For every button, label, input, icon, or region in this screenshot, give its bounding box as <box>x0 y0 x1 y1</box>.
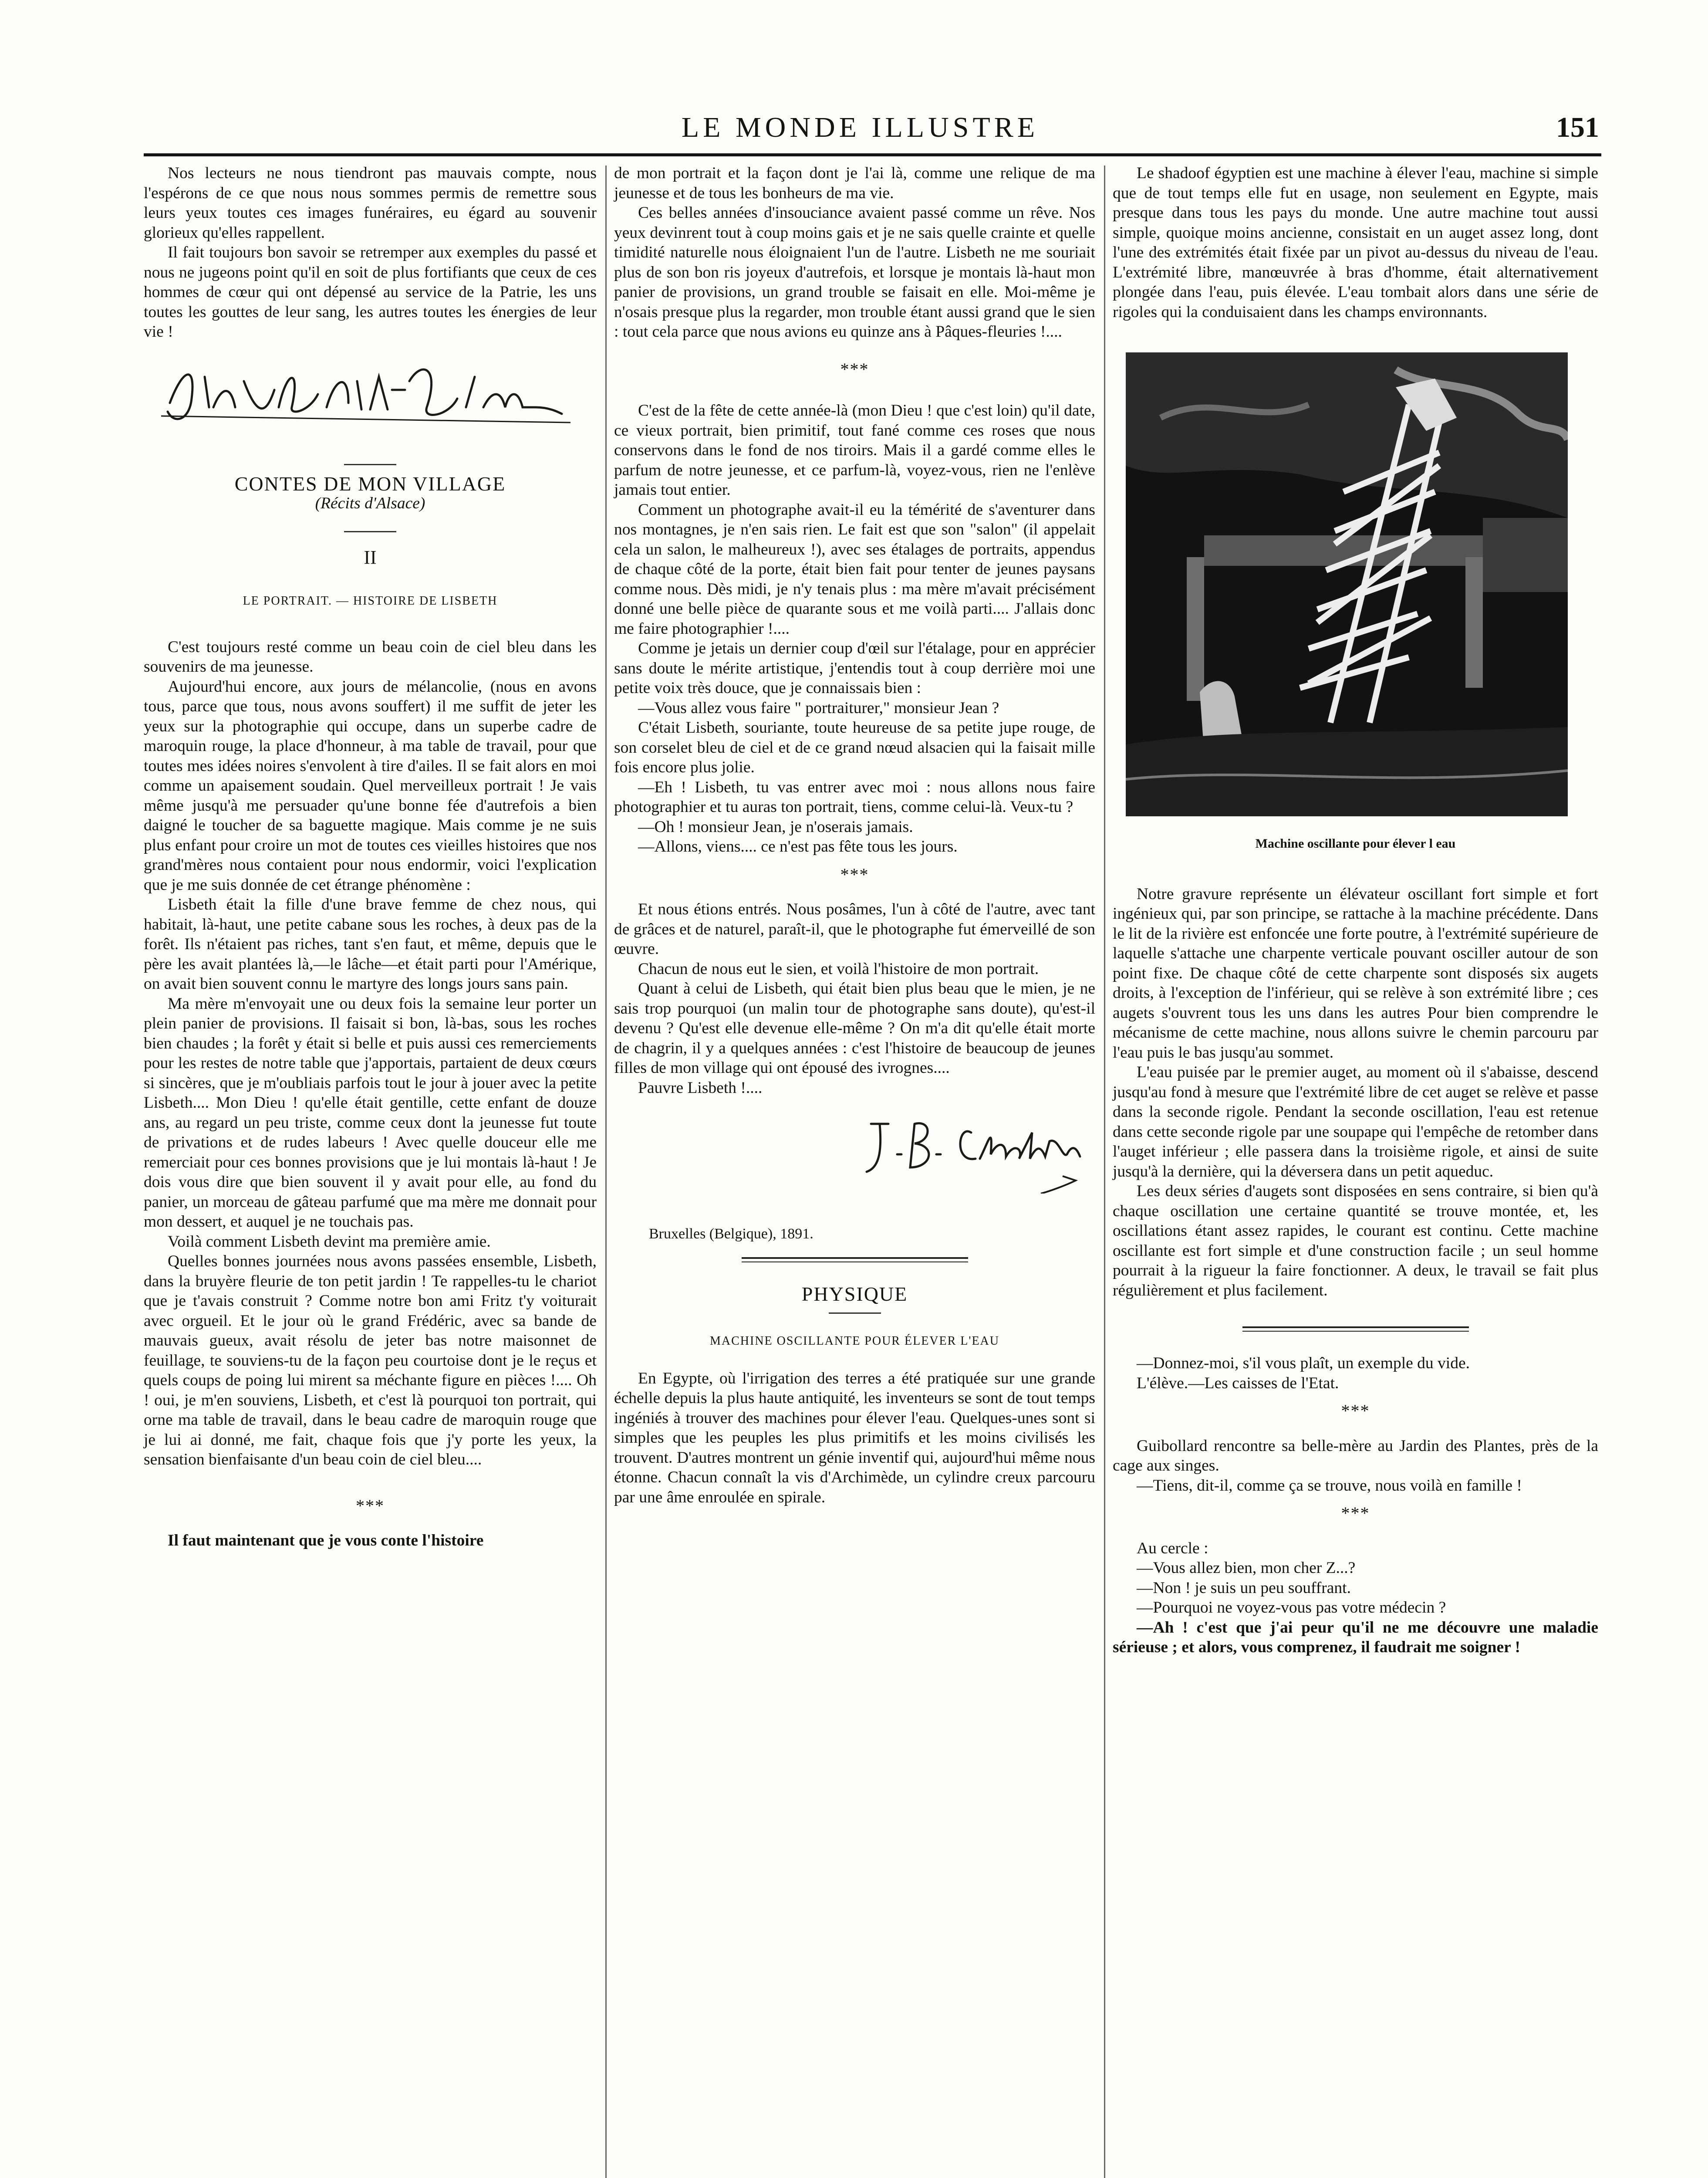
intro-paragraph: Il fait toujours bon savoir se retremper aux exemples du passé et nous ne jugeons point qu'il en soit de plus fortifiants que ceux de ces hommes de cœur qui ont dépensé au service de la Patrie, les uns toutes les gouttes de leur sang, les autres toutes les énergies de leur vie ! <box>144 244 597 341</box>
location-date: Bruxelles (Belgique), 1891. <box>649 1226 813 1242</box>
chapter-subhead: LE PORTRAIT. — HISTOIRE DE LISBETH <box>243 594 498 608</box>
section-stars: *** <box>840 864 869 884</box>
anecdote-paragraph: Au cercle : <box>1137 1539 1208 1557</box>
article-paragraph: En Egypte, où l'irrigation des terres a été pratiquée sur une grande échelle depuis la plus haute antiquité, les inventeurs se sont de tout temps ingéniés à trouver des machines pour élever l'eau. Quelques-unes sont si simples que les peuples les plus primitifs et les moins civilisés les trouvent. D'autres montrent un génie inventif qui, aujourd'hui même nous étonne. Chacun connaît la vis d'Archimède, un cylindre creux parcouru par une âme enroulée en spirale. <box>614 1369 1095 1506</box>
story-paragraph: Chacun de nous eut le sien, et voilà l'histoire de mon portrait. <box>638 960 1039 978</box>
header-rule <box>144 153 1601 156</box>
story-paragraph: Comment un photographe avait-il eu la témérité de s'aventurer dans nos montagnes, je n'en sais rien. Le fait est que son "salon" (il appelait cela un salon, le malheureux !), avec ses étalages de portraits, appendus de chaque côté de la porte, était bien fait pour tenter de jeunes paysans comme nous. Dès midi, je n'y tenais plus : ma mère m'avait précisément donné une belle pièce de quarante sous et me voilà parti.... J'allais donc me faire photographier !.... <box>614 501 1095 638</box>
story-paragraph: —Vous allez vous faire " portraiturer," monsieur Jean ? <box>638 699 999 717</box>
anecdote-paragraph: —Donnez-moi, s'il vous plaît, un exemple du vide. <box>1137 1354 1470 1372</box>
story-paragraph: Pauvre Lisbeth !.... <box>638 1079 763 1097</box>
story-paragraph: —Allons, viens.... ce n'est pas fête tous les jours. <box>638 838 958 856</box>
signature-saint-elme <box>144 351 597 438</box>
story-paragraph: C'était Lisbeth, souriante, toute heureuse de sa petite jupe rouge, de son corselet bleu de ciel et de ce grand nœud alsacien qui la faisait mille fois encore plus jolie. <box>614 719 1095 776</box>
anecdote-paragraph: —Vous allez bien, mon cher Z...? <box>1137 1559 1356 1577</box>
article-paragraph: Le shadoof égyptien est une machine à élever l'eau, machine si simple que de tout temps elle fut en usage, non seulement en Egypte, mais presque dans tous les pays du monde. Une autre machine tout aussi simple, quoique moins ancienne, consistait en un auget assez long, dont l'une des extrémités était fixée par un pivot au-dessus du niveau de l'eau. L'extrémité libre, manœuvrée à bras d'homme, était alternativement plongée dans l'eau, puis élevée. L'eau tombait alors dans une série de rigoles qui la conduisaient dans les champs environnants. <box>1113 164 1598 321</box>
signature-image <box>144 351 570 438</box>
story-paragraph: —Oh ! monsieur Jean, je n'oserais jamais. <box>638 818 913 836</box>
story-paragraph: —Eh ! Lisbeth, tu vas entrer avec moi : nous allons nous faire photographier et tu auras ton portrait, tiens, comme celui-là. Veux-tu ? <box>614 778 1095 816</box>
story-paragraph: Ces belles années d'insouciance avaient passé comme un rêve. Nos yeux devinrent tout à coup moins gais et je ne sais quelle crainte et quelle timidité naturelle nous éloignaient l'un de l'autre. Lisbeth ne me souriait plus de son bon ris joyeux d'autrefois, et lorsque je montais là-haut mon panier de provisions, un grand trouble se faisait en elle. Moi-même je n'osais presque plus la regarder, mon trouble étant aussi grand que le sien : tout cela parce que nous avions eu quinze ans à Pâques-fleuries !.... <box>614 204 1095 341</box>
anecdote-paragraph: Guibollard rencontre sa belle-mère au Jardin des Plantes, près de la cage aux singes. <box>1113 1437 1598 1475</box>
anecdote-paragraph: —Tiens, dit-il, comme ça se trouve, nous voilà en famille ! <box>1137 1476 1522 1495</box>
anecdote-paragraph: L'élève.—Les caisses de l'Etat. <box>1137 1374 1339 1392</box>
page-number: 151 <box>1556 112 1599 143</box>
section-stars: *** <box>1341 1401 1370 1420</box>
article-paragraph: Les deux séries d'augets sont disposées en sens contraire, si bien qu'à chaque oscillation une certaine quantité se trouve montée, et, les oscillations étant assez rapides, le courant est continu. Cette machine oscillante est fort simple et d'une construction facile ; un seul homme pourrait à la rigueur la faire fonctionner. A deux, le travail se fait plus régulièrement et plus facilement. <box>1113 1182 1598 1299</box>
section-stars: *** <box>1341 1503 1370 1523</box>
engraving-illustration <box>1126 352 1568 816</box>
signature-chatrian <box>614 1106 1095 1194</box>
section-rule <box>344 531 396 532</box>
column-3 <box>1113 163 1598 1657</box>
section-stars: *** <box>356 1495 385 1515</box>
story-paragraph: Comme je jetais un dernier coup d'œil sur l'étalage, pour en apprécier sans doute le mérite artistique, j'entendis tout à coup derrière moi une petite voix très douce, que je connaissais bien : <box>614 639 1095 697</box>
section-stars: *** <box>840 359 869 379</box>
story-paragraph: Quant à celui de Lisbeth, qui était bien plus beau que le mien, je ne sais trop pourquoi (un malin tour de photographe sans doute), qu'est-il devenu ? Qu'est elle devenue elle-même ? On m'a dit qu'elle était morte de chagrin, il y a quelques années : c'est l'histoire de beaucoup de jeunes filles de mon village qui ont épousé des ivrognes.... <box>614 980 1095 1077</box>
figure-caption: Machine oscillante pour élever l eau <box>1255 836 1456 851</box>
chapter-number: II <box>364 546 377 568</box>
oscillating-machine-engraving <box>1126 352 1568 816</box>
story-paragraph: de mon portrait et la façon dont je l'ai là, comme une relique de ma jeunesse et de tous les bonheurs de ma vie. <box>614 164 1095 202</box>
story-paragraph: Aujourd'hui encore, aux jours de mélancolie, (nous en avons tous, parce que tous, nous avons souffert) il me suffit de jeter les yeux sur la photographie qui occupe, dans un superbe cadre de maroquin rouge, la place d'honneur, à ma table de travail, pour que toutes mes idées noires s'envolent à tire d'ailes. Il se fait alors en moi comme un apaisement soudain. Quel merveilleux portrait ! Je vais même jusqu'à me persuader qu'une bonne fée d'autrefois a bien daigné le toucher de sa baguette magique. Mais comme je ne suis plus enfant pour croire un mot de toutes ces vieilles histoires que nos grand'mères nous contaient pour nous endormir, voici l'explication que je me suis donnée de cet étrange phénomène : <box>144 677 597 894</box>
section-rule <box>344 464 396 465</box>
story-paragraph: Quelles bonnes journées nous avons passées ensemble, Lisbeth, dans la bruyère fleurie de ton petit jardin ! Te rappelles-tu le chariot que je t'avais construit ? Comme notre bon ami Fritz t'y voiturait avec orgueil. Et le jour où le grand Frédéric, avec sa bande de mauvais gueux, avait résolu de jeter bas notre maisonnet de feuillage, te souviens-tu de la façon peu courtoise dont je le reçus et quels coups de poing lui mirent sa méchante figure en pièces !.... Oh ! oui, je m'en souviens, Lisbeth, et c'est là pourquoi ton portrait, qui orne ma table de travail, dans le beau cadre de maroquin rouge que je lui ai donné, me fait, chaque fois que j'y porte les yeux, la sensation bienfaisante d'un beau coin de ciel bleu.... <box>144 1252 597 1468</box>
physique-title: PHYSIQUE <box>801 1282 908 1305</box>
physique-subhead: MACHINE OSCILLANTE POUR ÉLEVER L'EAU <box>709 1334 999 1348</box>
section-rule <box>829 1312 881 1314</box>
story-paragraph: C'est de la fête de cette année-là (mon Dieu ! que c'est loin) qu'il date, ce vieux portrait, bien primitif, tout fané comme ces roses que nous conservons dans le fond de nos tiroirs. Mais il a gardé comme elles le parfum de notre jeunesse, et ce parfum-là, voyez-vous, rien ne l'enlève jamais tout entier. <box>614 402 1095 499</box>
story-paragraph: C'est toujours resté comme un beau coin de ciel bleu dans les souvenirs de ma jeunesse. <box>144 638 597 676</box>
column-divider-2 <box>1104 166 1105 2178</box>
intro-paragraph: Nos lecteurs ne nous tiendront pas mauvais compte, nous l'espérons de ce que nous nous sommes permis de remettre sous leurs yeux toutes ces images funéraires, eu égard au souvenir glorieux qu'elles rappellent. <box>144 164 597 242</box>
article-paragraph: L'eau puisée par le premier auget, au moment où il s'abaisse, descend jusqu'au fond à mesure que l'extrémité libre de cet auget se relève et passe dans la seconde rigole. Pendant la seconde oscillation, l'eau est retenue dans cette seconde rigole par une soupape qui l'empêche de retomber dans l'auget inférieur ; elle passera dans la troisième rigole, et ainsi de suite jusqu'à la dernière, qui la déversera dans un petit aqueduc. <box>1113 1063 1598 1180</box>
section-double-rule <box>742 1257 968 1262</box>
story-paragraph: Voilà comment Lisbeth devint ma première amie. <box>168 1232 491 1251</box>
section-title: CONTES DE MON VILLAGE <box>234 472 506 495</box>
signature-image <box>858 1106 1084 1194</box>
anecdote-paragraph: —Ah ! c'est que j'ai peur qu'il ne me découvre une maladie sérieuse ; et alors, vous comprenez, il faudrait me soigner ! <box>1113 1618 1598 1656</box>
section-subtitle: (Récits d'Alsace) <box>315 494 425 512</box>
journal-title: LE MONDE ILLUSTRE <box>681 112 1039 143</box>
column-2 <box>614 163 1095 1507</box>
column-divider-1 <box>605 166 607 2178</box>
story-paragraph: Et nous étions entrés. Nous posâmes, l'un à côté de l'autre, avec tant de grâces et de naturel, paraît-il, que le photographe fut émerveillé de son œuvre. <box>614 900 1095 958</box>
column-1 <box>144 163 597 1551</box>
article-paragraph: Notre gravure représente un élévateur oscillant fort simple et fort ingénieux qui, par son principe, se rattache à la machine précédente. Dans le lit de la rivière est enfoncée une forte poutre, à l'extrémité supérieure de laquelle s'attache une charpente verticale pouvant osciller autour de son point fixe. De chaque côté de cette charpente sont disposés six augets droits, à l'exception de l'inférieur, qui se relève à son extrémité libre ; ces augets s'ouvrent tous les uns dans les autres Pour bien comprendre le mécanisme de cette machine, nous allons suivre le chemin parcouru par l'eau puis le bas jusqu'au sommet. <box>1113 885 1598 1062</box>
story-paragraph: Il faut maintenant que je vous conte l'histoire <box>168 1532 484 1549</box>
story-paragraph: Lisbeth était la fille d'une brave femme de chez nous, qui habitait, là-haut, une petite cabane sous les roches, à deux pas de la forêt. Ils n'étaient pas riches, tant s'en faut, et même, depuis que le père les avait plantées là,—le lâche—et était parti pour l'Amérique, on avait bien souvent connu le martyre des longs jours sans pain. <box>144 896 597 993</box>
anecdote-paragraph: —Pourquoi ne voyez-vous pas votre médecin ? <box>1137 1599 1446 1617</box>
section-double-rule <box>1242 1326 1469 1332</box>
story-paragraph: Ma mère m'envoyait une ou deux fois la semaine leur porter un plein panier de provisions. Il faisait si bon, là-bas, sous les roches bien chaudes ; la forêt y était si belle et puis aussi ces remerciements pour les restes de notre table que j'apportais, partaient de deux cœurs si sincères, que je m'oubliais parfois tout le jour à jouer avec la petite Lisbeth.... Mon Dieu ! qu'elle était gentille, cette enfant de douze ans, au regard un peu triste, comme ceux dont la jeunesse fut toute de privations et de rudes labeurs ! Avec quelle douceur elle me remerciait pour ces bonnes provisions que je lui montais là-haut ! Je dois vous dire que bien souvent il y avait pour elle, au fond du panier, un morceau de gâteau parfumé que ma mère me donnait pour mon dessert, et auquel je ne touchais pas. <box>144 994 597 1231</box>
anecdote-paragraph: —Non ! je suis un peu souffrant. <box>1137 1579 1351 1597</box>
